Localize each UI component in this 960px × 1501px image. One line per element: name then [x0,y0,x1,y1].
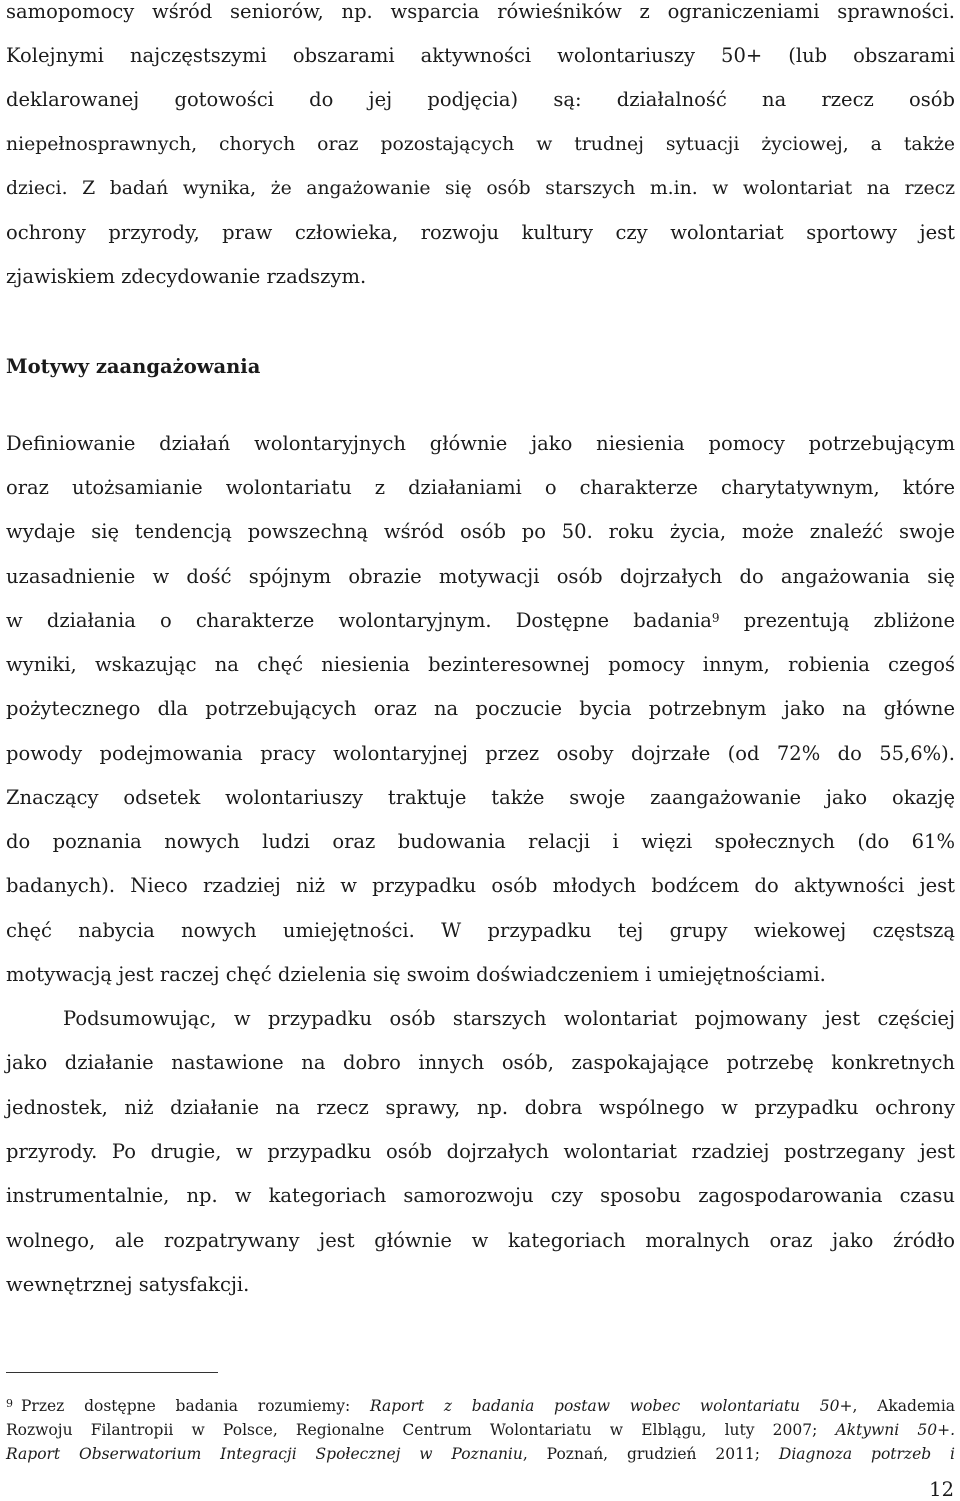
footnote-citation-title: Aktywni 50+. [835,1421,955,1439]
body-text-line: wyniki, wskazując na chęć niesienia bezinteresownej pomocy innym, robienia czegoś [6,653,955,676]
footnote-citation-title: Raport z badania postaw wobec wolontariatu 50+ [369,1397,853,1415]
footnote-line [6,1420,955,1440]
footnote-text: , Poznań, grudzień 2011; [522,1445,761,1463]
body-text-line: powody podejmowania pracy wolontaryjnej przez osoby dojrzałe (od 72% do 55,6%). [6,742,955,765]
body-text-line: pożytecznego dla potrzebujących oraz na poczucie bycia potrzebnym jako na główne [6,697,955,720]
body-text-line: niepełnosprawnych, chorych oraz pozostających w trudnej sytuacji życiowej, a także [6,134,955,155]
body-text-segment: prezentują zbliżone [743,609,955,632]
body-text-line: instrumentalnie, np. w kategoriach samorozwoju czy sposobu zagospodarowania czasu [6,1184,955,1207]
body-text-line: jednostek, niż działanie na rzecz sprawy, np. dobra wspólnego w przypadku ochrony [6,1096,955,1119]
body-text-line: ochrony przyrody, praw człowieka, rozwoju kultury czy wolontariat sportowy jest [6,221,955,244]
section-heading: Motywy zaangażowania [6,355,261,378]
footnote-citation-title: Diagnoza potrzeb i [778,1445,955,1463]
body-text-line: wewnętrznej satysfakcji. [6,1273,250,1296]
body-text-line: Kolejnymi najczęstszymi obszarami aktywności wolontariuszy 50+ (lub obszarami [6,44,955,67]
page-number: 12 [929,1478,954,1501]
body-text-line: Definiowanie działań wolontaryjnych głównie jako niesienia pomocy potrzebującym [6,432,955,455]
body-text-line: chęć nabycia nowych umiejętności. W przypadku tej grupy wiekowej częstszą [6,919,955,942]
body-text-line: przyrody. Po drugie, w przypadku osób dojrzałych wolontariat rzadziej postrzegany jest [6,1140,955,1163]
footnote-text: , Akademia [852,1397,956,1415]
footnote-number: 9 [6,1397,13,1410]
body-text-segment: w działania o charakterze wolontaryjnym. Dostępne badania [6,609,712,632]
body-text-line-with-footnote [6,609,955,633]
body-text-line: badanych). Nieco rzadziej niż w przypadku osób młodych bodźcem do aktywności jest [6,874,955,897]
body-text-line: do poznania nowych ludzi oraz budowania relacji i więzi społecznych (do 61% [6,830,955,853]
body-text-line: deklarowanej gotowości do jej podjęcia) są: działalność na rzecz osób [6,88,955,111]
body-text-line: Podsumowując, w przypadku osób starszych wolontariat pojmowany jest częściej [63,1007,955,1030]
footnote-line [6,1444,955,1464]
footnote-reference[interactable]: 9 [711,611,720,625]
body-text-line: uzasadnienie w dość spójnym obrazie motywacji osób dojrzałych do angażowania się [6,565,955,588]
footnote-line [6,1396,955,1416]
footnote-separator [6,1372,218,1373]
footnote-text: Rozwoju Filantropii w Polsce, Regionalne Centrum Wolontariatu w Elblągu, luty 2007; [6,1421,818,1439]
body-text-line: oraz utożsamianie wolontariatu z działaniami o charakterze charytatywnym, które [6,476,955,499]
body-text-line: zjawiskiem zdecydowanie rzadszym. [6,265,367,288]
body-text-line: dzieci. Z badań wynika, że angażowanie się osób starszych m.in. w wolontariat na rzecz [6,178,955,199]
footnote-citation-title: Raport Obserwatorium Integracji Społecznej w Poznaniu [6,1445,523,1463]
body-text-line: samopomocy wśród seniorów, np. wsparcia rówieśników z ograniczeniami sprawności. [6,0,955,23]
body-text-line: motywacją jest raczej chęć dzielenia się swoim doświadczeniem i umiejętnościami. [6,963,826,986]
footnote-text: Przez dostępne badania rozumiemy: [21,1397,351,1415]
body-text-line: jako działanie nastawione na dobro innych osób, zaspokajające potrzebę konkretnych [6,1051,955,1074]
body-text-line: Znaczący odsetek wolontariuszy traktuje także swoje zaangażowanie jako okazję [6,786,955,809]
body-text-line: wydaje się tendencją powszechną wśród osób po 50. roku życia, może znaleźć swoje [6,520,955,543]
body-text-line: wolnego, ale rozpatrywany jest głównie w kategoriach moralnych oraz jako źródło [6,1229,955,1252]
